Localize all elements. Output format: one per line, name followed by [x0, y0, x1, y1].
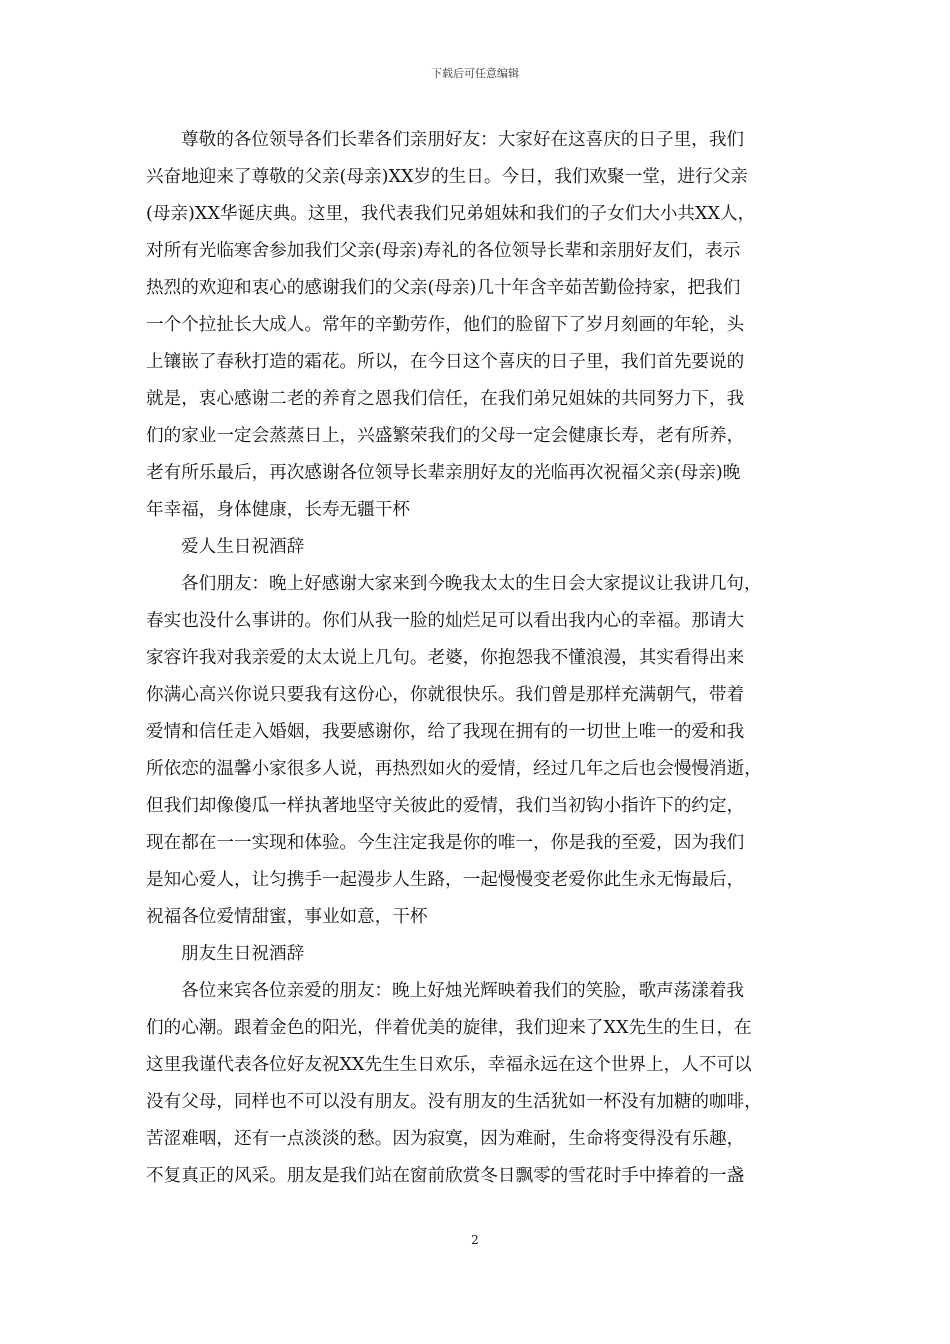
paragraph-line: 对所有光临寒舍参加我们父亲(母亲)寿礼的各位领导长辈和亲朋好友们，表示 — [146, 241, 741, 261]
paragraph-line: 热烈的欢迎和衷心的感谢我们的父亲(母亲)几十年含辛茹苦勤俭持家，把我们 — [146, 278, 741, 298]
paragraph-line: 你满心高兴你说只要我有这份心，你就很快乐。我们曾是那样充满朝气，带着 — [146, 685, 745, 705]
paragraph-line: 们的心潮。跟着金色的阳光，伴着优美的旋律，我们迎来了XX先生的生日，在 — [146, 1018, 752, 1038]
page-number: 2 — [471, 1233, 479, 1247]
page-header: 下载后可任意编辑 — [431, 67, 519, 80]
paragraph-line: 一个个拉扯长大成人。常年的辛勤劳作，他们的脸留下了岁月刻画的年轮，头 — [146, 315, 745, 335]
section-heading: 朋友生日祝酒辞 — [181, 944, 305, 964]
paragraph-line: 上镶嵌了春秋打造的霜花。所以，在今日这个喜庆的日子里，我们首先要说的 — [146, 352, 745, 372]
paragraph-line: 是知心爱人，让匀携手一起漫步人生路，一起慢慢变老爱你此生永无悔最后， — [146, 870, 745, 890]
section-heading: 爱人生日祝酒辞 — [181, 537, 305, 557]
paragraph-line: (母亲)XX华诞庆典。这里，我代表我们兄弟姐妹和我们的子女们大小共XX人， — [146, 204, 756, 224]
paragraph-line: 就是，衷心感谢二老的养育之恩我们信任，在我们弟兄姐妹的共同努力下，我 — [146, 389, 745, 409]
paragraph-line: 尊敬的各位领导各们长辈各们亲朋好友：大家好在这喜庆的日子里，我们 — [181, 130, 745, 150]
paragraph-line: 爱情和信任走入婚姻，我要感谢你，给了我现在拥有的一切世上唯一的爱和我 — [146, 722, 745, 742]
paragraph-line: 没有父母，同样也不可以没有朋友。没有朋友的生活犹如一杯没有加糖的咖啡， — [146, 1092, 762, 1112]
paragraph-line: 年幸福，身体健康，长寿无疆干杯 — [146, 500, 410, 520]
paragraph-line: 各们朋友：晚上好感谢大家来到今晚我太太的生日会大家提议让我讲几句， — [181, 574, 762, 594]
paragraph-line: 现在都在一一实现和体验。今生注定我是你的唯一，你是我的至爱，因为我们 — [146, 833, 745, 853]
paragraph-line: 不复真正的风采。朋友是我们站在窗前欣赏冬日飘零的雪花时手中捧着的一盏 — [146, 1166, 745, 1186]
paragraph-line: 苦涩难咽，还有一点淡淡的愁。因为寂寞，因为难耐，生命将变得没有乐趣， — [146, 1129, 745, 1149]
document-body — [146, 122, 818, 1195]
paragraph-line: 所依恋的温馨小家很多人说，再热烈如火的爱情，经过几年之后也会慢慢消逝， — [146, 759, 762, 779]
paragraph-line: 这里我谨代表各位好友祝XX先生生日欢乐，幸福永远在这个世界上，人不可以 — [146, 1055, 752, 1075]
paragraph-line: 各位来宾各位亲爱的朋友：晚上好烛光辉映着我们的笑脸，歌声荡漾着我 — [181, 981, 745, 1001]
paragraph-line: 老有所乐最后，再次感谢各位领导长辈亲朋好友的光临再次祝福父亲(母亲)晚 — [146, 463, 741, 483]
paragraph-line: 但我们却像傻瓜一样执著地坚守关彼此的爱情，我们当初钩小指许下的约定， — [146, 796, 745, 816]
paragraph-line: 家容许我对我亲爱的太太说上几句。老婆，你抱怨我不懂浪漫，其实看得出来 — [146, 648, 745, 668]
paragraph-line: 祝福各位爱情甜蜜，事业如意，干杯 — [146, 907, 428, 927]
paragraph-line: 春实也没什么事讲的。你们从我一脸的灿烂足可以看出我内心的幸福。那请大 — [146, 611, 745, 631]
paragraph-line: 兴奋地迎来了尊敬的父亲(母亲)XX岁的生日。今日，我们欢聚一堂，进行父亲 — [146, 167, 748, 187]
paragraph-line: 们的家业一定会蒸蒸日上，兴盛繁荣我们的父母一定会健康长寿，老有所养， — [146, 426, 745, 446]
